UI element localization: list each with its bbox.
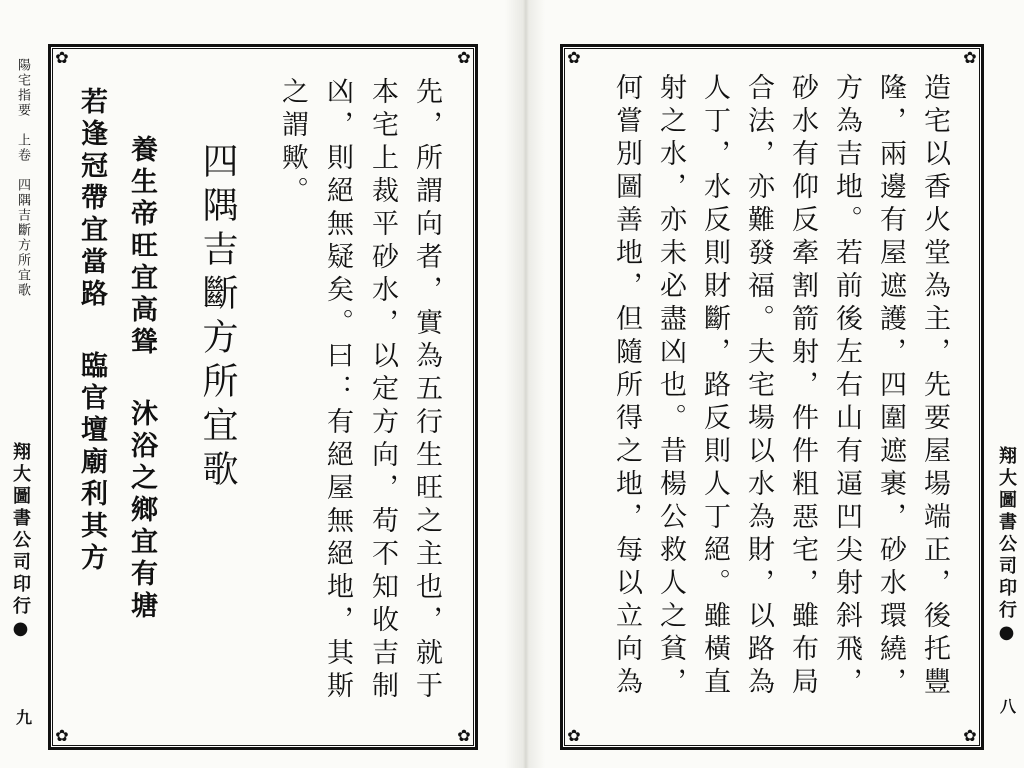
right-body-column-8: 何嘗別圖善地，但隨所得之地，每以立向為 <box>611 73 642 700</box>
verse-line: 沐浴之鄉宜有塘 <box>127 399 157 623</box>
flower-ornament-icon: ✿ <box>457 48 471 67</box>
left-body-column-4: 之謂歟。 <box>277 77 308 209</box>
flower-ornament-icon: ✿ <box>55 48 69 67</box>
left-body-column-3: 凶，則絕無疑矣。曰：有絕屋無絕地，其斯 <box>322 77 353 704</box>
left-body-column-2: 本宅上裁平砂水，以定方向，苟不知收吉制 <box>367 77 398 704</box>
right-body-column-1: 造宅以香火堂為主，先要屋場端正，後托豐 <box>919 73 950 700</box>
right-body-column-7: 射之水，亦未必盡凶也。昔楊公救人之貧， <box>655 73 686 700</box>
right-body-column-6: 人丁，水反則財斷，路反則人丁絕。雖橫直 <box>699 73 730 700</box>
left-page-number: 九 <box>16 708 33 727</box>
flower-ornament-icon: ✿ <box>567 48 581 67</box>
verse-line: 養生帝旺宜高聳 <box>127 135 157 359</box>
verse-column-1 <box>127 135 157 623</box>
book-gutter <box>505 0 545 768</box>
left-publisher-imprint: 翔大圖書公司印行● <box>10 442 31 643</box>
left-margin-header: 陽宅指要 上卷 四隅吉斷方所宜歌 <box>15 58 30 298</box>
right-body-column-2: 隆，兩邊有屋遮護，四圍遮裹，砂水環繞， <box>875 73 906 700</box>
flower-ornament-icon: ✿ <box>567 726 581 745</box>
flower-ornament-icon: ✿ <box>457 726 471 745</box>
verse-line: 臨官壇廟利其方 <box>77 351 107 575</box>
section-title: 四隅吉斷方所宜歌 <box>197 142 238 494</box>
left-body-column-1: 先，所謂向者，實為五行生旺之主也，就于 <box>411 77 442 704</box>
left-page-frame <box>48 44 478 750</box>
right-page-number: 八 <box>1000 697 1017 716</box>
flower-ornament-icon: ✿ <box>963 48 977 67</box>
right-publisher-imprint: 翔大圖書公司印行● <box>996 446 1017 647</box>
right-body-column-4: 砂水有仰反牽割箭射，件件粗惡宅，雖布局 <box>787 73 818 700</box>
flower-ornament-icon: ✿ <box>963 726 977 745</box>
flower-ornament-icon: ✿ <box>55 726 69 745</box>
verse-line: 若逢冠帶宜當路 <box>77 87 107 311</box>
verse-column-2 <box>77 87 107 575</box>
right-page-frame <box>560 44 984 750</box>
right-body-column-5: 合法，亦難發福。夫宅場以水為財，以路為 <box>743 73 774 700</box>
right-body-column-3: 方為吉地。若前後左右山有逼凹尖射斜飛， <box>831 73 862 700</box>
